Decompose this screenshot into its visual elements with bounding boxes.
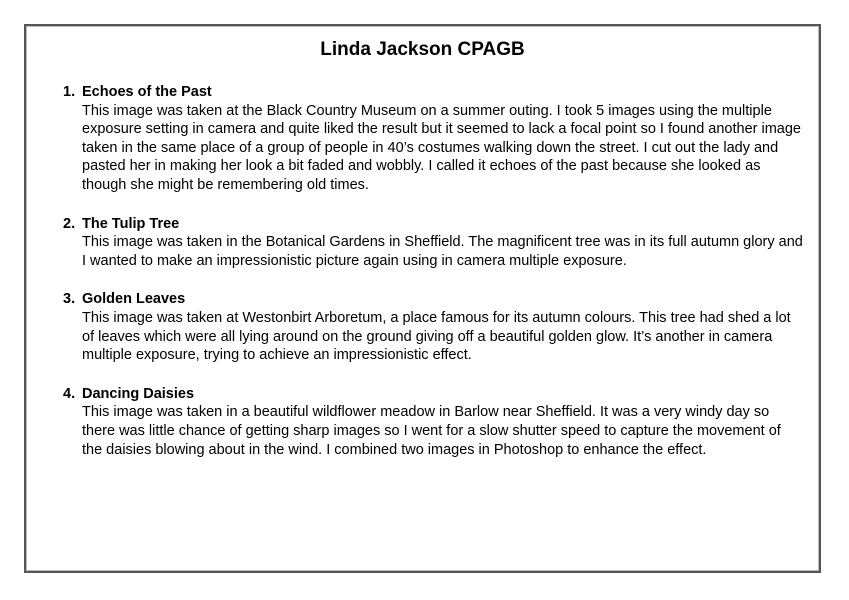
entry-title: Golden Leaves — [82, 291, 186, 308]
entry-description: This image was taken at Westonbirt Arboretum, a place famous for its autumn colours. This tree had shed a lot of leaves which were all lying around on the ground giving off a beautiful golden glow. It’s another in camera multiple exposure, trying to achieve an impressionistic effect. — [82, 309, 791, 364]
entry-number: 3. — [63, 291, 76, 308]
entry-content — [82, 385, 803, 459]
entry-title: Dancing Daisies — [82, 385, 195, 402]
entry-number: 4. — [63, 385, 76, 402]
entry-number: 2. — [63, 215, 76, 232]
entry-number: 1. — [63, 84, 76, 100]
entry-content — [82, 290, 803, 364]
entries-list — [63, 83, 803, 479]
entry-title: Echoes of the Past — [82, 84, 212, 100]
entry-title: The Tulip Tree — [82, 215, 180, 232]
entry-golden-leaves — [63, 290, 803, 364]
entry-the-tulip-tree — [63, 215, 803, 271]
entry-description: This image was taken in the Botanical Gardens in Sheffield. The magnificent tree was in its full autumn glory and I wanted to make an impressionistic picture again using in camera multiple exposure. — [82, 234, 803, 269]
entry-description: This image was taken at the Black Country Museum on a summer outing. I took 5 images using the multiple exposure setting in camera and quite liked the result but it seemed to lack a focal point so I found another image taken in the same place of a group of people in 40’s costumes walking down the street. I cut out the lady and pasted her in making her look a bit faded and wobbly. I called it echoes of the past because she looked as though she might be remembering old times. — [82, 102, 801, 193]
entry-dancing-daisies — [63, 385, 803, 459]
document-title: Linda Jackson CPAGB — [320, 39, 525, 60]
entry-echoes-of-the-past — [63, 83, 803, 195]
document-frame — [24, 24, 821, 573]
entry-content — [82, 215, 803, 271]
entry-content — [82, 83, 803, 195]
entry-description: This image was taken in a beautiful wildflower meadow in Barlow near Sheffield. It was a very windy day so there was little chance of getting sharp images so I went for a slow shutter speed to capture the movement of the daisies blowing about in the wind. I combined two images in Photoshop to enhance the effect. — [82, 404, 781, 458]
